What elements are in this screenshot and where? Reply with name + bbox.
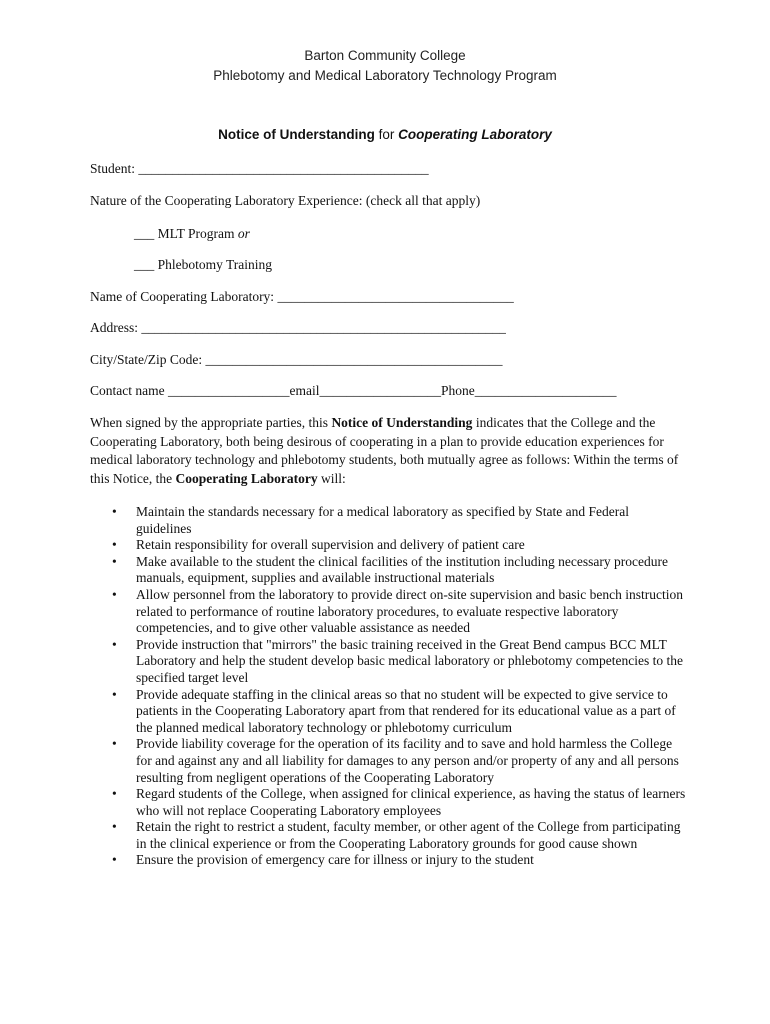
option-mlt-label: ___ MLT Program	[134, 226, 238, 241]
list-item	[90, 537, 690, 554]
duty-text: Maintain the standards necessary for a medical laboratory as specified by State and Federal guidelines	[136, 504, 629, 536]
title-cooperating-lab: Cooperating Laboratory	[398, 127, 552, 142]
list-item	[90, 587, 690, 637]
address-field: Address: ______________________________________________________	[90, 320, 506, 335]
duties-list	[90, 504, 690, 869]
title-for: for	[374, 127, 399, 142]
duty-text: Make available to the student the clinical facilities of the institution including necessary procedure manuals, equipment, supplies and available instructional materials	[136, 553, 668, 586]
experience-nature-label: Nature of the Cooperating Laboratory Experience: (check all that apply)	[90, 193, 481, 208]
bullet-icon: •	[112, 553, 117, 569]
student-field: Student: ___________________________________________	[90, 161, 429, 176]
bullet-icon: •	[112, 537, 117, 553]
para-text-2: indicates that the College and the Cooperating Laboratory, both being desirous of cooperating in a plan to provide education experiences for medical laboratory technology and phlebotomy students, both mutually agree as follows: Within the terms of this Notice, the	[90, 415, 679, 486]
bullet-icon: •	[112, 786, 117, 802]
para-text-1: When signed by the appropriate parties, this	[90, 415, 332, 430]
option-mlt-or: or	[237, 226, 250, 241]
duty-text: Allow personnel from the laboratory to provide direct on-site supervision and basic bench instruction related to performance of routine laboratory procedures, to evaluate respective laboratory competencies, and to give other valuable assistance as needed	[136, 586, 683, 636]
college-name: Barton Community College	[304, 48, 466, 63]
para-bold-lab: Cooperating Laboratory	[175, 470, 318, 486]
para-bold-notice: Notice of Understanding	[331, 415, 473, 430]
duty-text: Retain responsibility for overall supervision and delivery of patient care	[136, 537, 525, 553]
bullet-icon: •	[112, 852, 117, 868]
list-item	[90, 852, 690, 869]
para-text-3: will:	[317, 470, 346, 486]
agreement-paragraph	[90, 414, 690, 488]
duty-text: Provide adequate staffing in the clinical areas so that no student will be expected to give service to patients in the Cooperating Laboratory apart from that rendered for its educational value as a part of the planned medical laboratory technology or phlebotomy curriculum	[136, 686, 676, 735]
list-item	[90, 819, 690, 852]
contact-field: Contact name __________________email__________________Phone_____________________	[90, 383, 617, 398]
title-notice: Notice of Understanding	[218, 127, 375, 142]
option-phlebotomy-training: ___ Phlebotomy Training	[134, 257, 273, 272]
duty-text: Ensure the provision of emergency care for illness or injury to the student	[136, 852, 534, 868]
list-item	[90, 637, 690, 687]
list-item	[90, 687, 690, 737]
duty-text: Provide liability coverage for the operation of its facility and to save and hold harmless the College for and against any and all liability for damages to any person and/or property of any and all persons resulting from negligent operations of the Cooperating Laboratory	[136, 736, 679, 785]
document-title	[0, 127, 770, 142]
bullet-icon: •	[112, 736, 117, 752]
bullet-icon: •	[112, 686, 117, 702]
list-item	[90, 736, 690, 786]
bullet-icon: •	[112, 504, 117, 519]
city-state-zip-field: City/State/Zip Code: ____________________________________________	[90, 352, 503, 367]
list-item	[90, 786, 690, 819]
duty-text: Retain the right to restrict a student, faculty member, or other agent of the College from participating in the clinical experience or from the Cooperating Laboratory grounds for good cause shown	[136, 819, 681, 851]
program-name: Phlebotomy and Medical Laboratory Technology Program	[213, 68, 557, 83]
bullet-icon: •	[112, 819, 117, 835]
bullet-icon: •	[112, 636, 117, 652]
lab-name-field: Name of Cooperating Laboratory: ___________________________________	[90, 289, 514, 304]
list-item	[90, 504, 690, 537]
duty-text: Provide instruction that "mirrors" the basic training received in the Great Bend campus BCC MLT Laboratory and help the student develop basic medical laboratory or phlebotomy competencies to the specified target level	[136, 636, 683, 685]
list-item	[90, 554, 690, 587]
option-mlt-program	[134, 226, 250, 242]
bullet-icon: •	[112, 586, 117, 602]
duty-text: Regard students of the College, when assigned for clinical experience, as having the status of learners who will not replace Cooperating Laboratory employees	[136, 786, 686, 818]
